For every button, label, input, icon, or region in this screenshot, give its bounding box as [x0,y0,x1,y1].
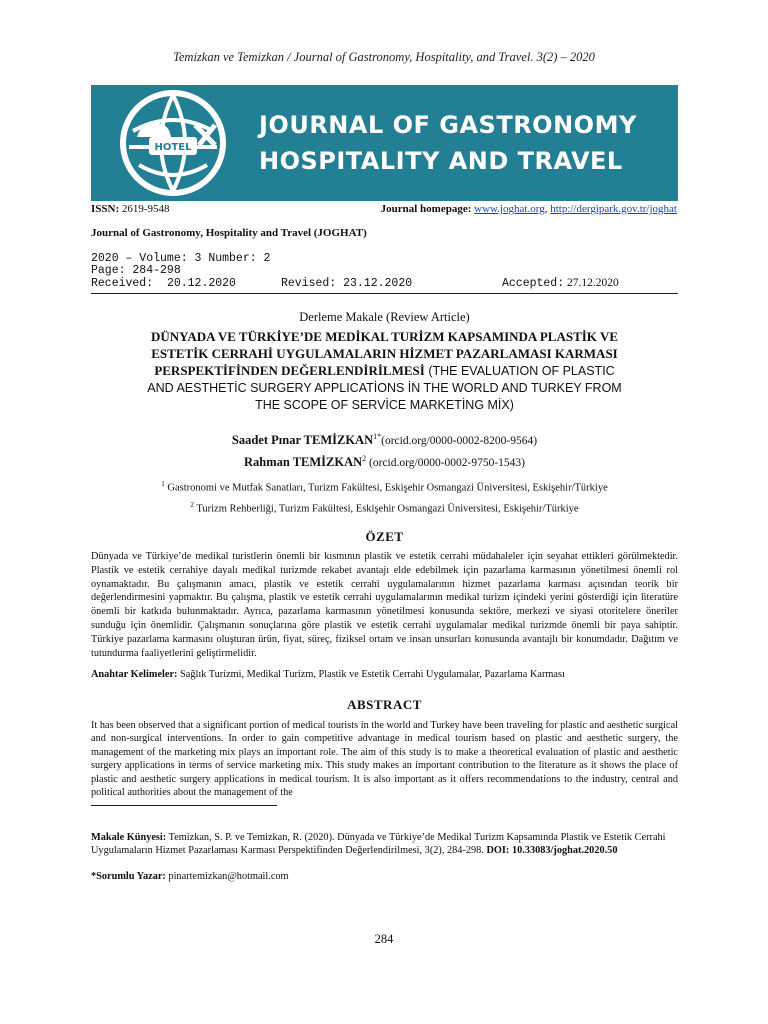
journal-name: Journal of Gastronomy, Hospitality and Travel (JOGHAT) [91,227,367,239]
page-number: 284 [374,932,394,946]
author-2: Rahman TEMİZKAN$^2$ (orcid.org/0000-0002-9750-1543) [243,454,526,470]
title-tr-line3: PERSPEKTİFİNDEN DEĞERLENDİRİLMESİ [154,363,425,378]
affiliation-2: $^2$ Turizm Rehberliği, Turizm Fakültesi, Eskişehir Osmangazi Üniversitesi, Eskişehir/Türkiye [190,500,579,514]
page-range: Page: 284-298 [91,264,181,277]
banner-title-line2: HOSPITALITY AND TRAVEL [259,147,623,175]
journal-logo-icon [119,89,227,197]
abstract-heading: ABSTRACT [347,697,422,712]
ozet-text: Dünyada ve Türkiye’de medikal turistlerin önemli bir kısmının plastik ve estetik cerrahi müdahaleler için seyahat ettikleri görülmektedir. Plastik ve estetik cerrahiye dayalı medikal turizmde rekabet avantajı elde edebilmek için pazarlama karmasının yönetilmesi önemli rol oynamaktadır. Bu çalışmanın amacı, plastik ve estetik cerrahi uygulamalarının hizmet pazarlama karması açısından teorik bir değerlendirmesini yapmaktır. Bu çalışma, plastik ve estetik cerrahi uygulamalarının medikal turizm içindeki yerini gösterdiği için literatüre önemli bir katkıda bulunmaktadır. Ayrıca, pazarlama karmasının yönetilmesi konusunda sektöre, merkezi ve siyasi otoritelere öneriler sunduğu için önemlidir. Çalışmanın sonuçlarına göre plastik ve estetik cerrahi uygulamalar medikal turizmde önemli bir paya sahiptir. Türkiye pazarlama karmasını oluşturan ürün, fiyat, süreç, fiziksel ortam ve insan unsurları konusunda avantajlı bir konumdadır. Dağıtım ve tutundurma faaliyetlerini geliştirmelidir. [91,551,678,659]
homepage-separator: , [544,203,551,215]
affiliations [91,476,678,517]
doi-value: 10.33083/joghat.2020.50 [511,845,618,856]
journal-banner [91,85,678,201]
homepage-link-primary[interactable]: www.joghat.org [474,203,545,215]
revised-date: Revised: 23.12.2020 [281,277,413,290]
logo-hotel-text: HOTEL [154,142,192,153]
abstract-text: It has been observed that a significant portion of medical tourists in the world and Turkey have been traveling for plastic and aesthetic surgical and non-surgical interventions. In order to gain competitive advantage in medical tourism based on plastic and aesthetic surgery, the management of the marketing mix plays an important role. The aim of this study is to make a theoretical evaluation of plastic and aesthetic surgery applications in terms of service marketing mix. This study makes an important contribution to the literature as it shows the place of plastic and aesthetic surgery applications in medical tourism. It is also important as it offers recommendations to the industry, central and political authorities about the management of the [91,720,678,799]
issn-value: 2619-9548 [121,203,170,215]
author-1: Saadet Pınar $TEMİZKAN^{1*}(orcid.org/0000-0002-8200-9564)$ [231,432,538,448]
received-date: Received: 20.12.2020 [91,277,236,290]
title-tr-line2: ESTETİK CERRAHİ UYGULAMALARIN HİZMET PAZARLAMASI KARMASI [151,346,618,361]
keywords: Anahtar Kelimeler: Sağlık Turizmi, Medikal Turizm, Plastik ve Estetik Cerrahi Uygulamalar, Pazarlama Karması [91,669,565,680]
homepage-label: Journal homepage: [380,203,472,215]
issn-label: ISSN: [91,203,120,215]
affiliation-1: $^1$ Gastronomi ve Mutfak Sanatları, Turizm Fakültesi, Eskişehir Osmangazi Üniversitesi, Eskişehir/Türkiye [161,480,608,494]
journal-homepage [381,203,677,215]
ozet-heading: ÖZET [365,529,404,544]
title-en-line3: THE SCOPE OF SERVİCE MARKETİNG MİX) [255,398,514,412]
footnote-divider [91,805,277,806]
title-tr-line1: DÜNYADA VE TÜRKİYE’DE MEDİKAL TURİZM KAPSAMINDA PLASTİK VE [151,329,618,344]
issn [91,203,170,215]
running-head: Temizkan ve Temizkan / Journal of Gastronomy, Hospitality, and Travel. 3(2) – 2020 [173,50,595,64]
article-title [91,328,678,414]
citation-footnote: Makale Künyesi: Temizkan, S. P. ve Temizkan, R. (2020). Dünyada ve Türkiye’de Medikal Turizm Kapsamında Plastik ve Estetik Cerrahi Uygulamaların Hizmet Pazarlaması Karması Perspektifinden Değerlendirilmesi, 3(2), 284-298. DOI: 10.33083/joghat.2020.50 [91,832,666,856]
header-divider [91,293,678,294]
author-list [91,428,678,472]
corresponding-author: *Sorumlu Yazar: pinartemizkan@hotmail.com [91,871,289,882]
volume-line: 2020 – Volume: 3 Number: 2 [91,252,271,265]
title-en-line2: AND AESTHETİC SURGERY APPLICATİONS İN THE WORLD AND TURKEY FROM [147,381,622,395]
article-type: Derleme Makale (Review Article) [299,310,470,324]
title-en-line1: (THE EVALUATION OF PLASTIC [424,364,615,378]
accepted-date: Accepted: 27.12.2020 [502,277,619,290]
homepage-link-dergipark[interactable]: http://dergipark.gov.tr/joghat [550,203,677,215]
corresponding-email: pinartemizkan@hotmail.com [165,871,289,882]
banner-title-line1: JOURNAL OF GASTRONOMY [259,111,637,139]
